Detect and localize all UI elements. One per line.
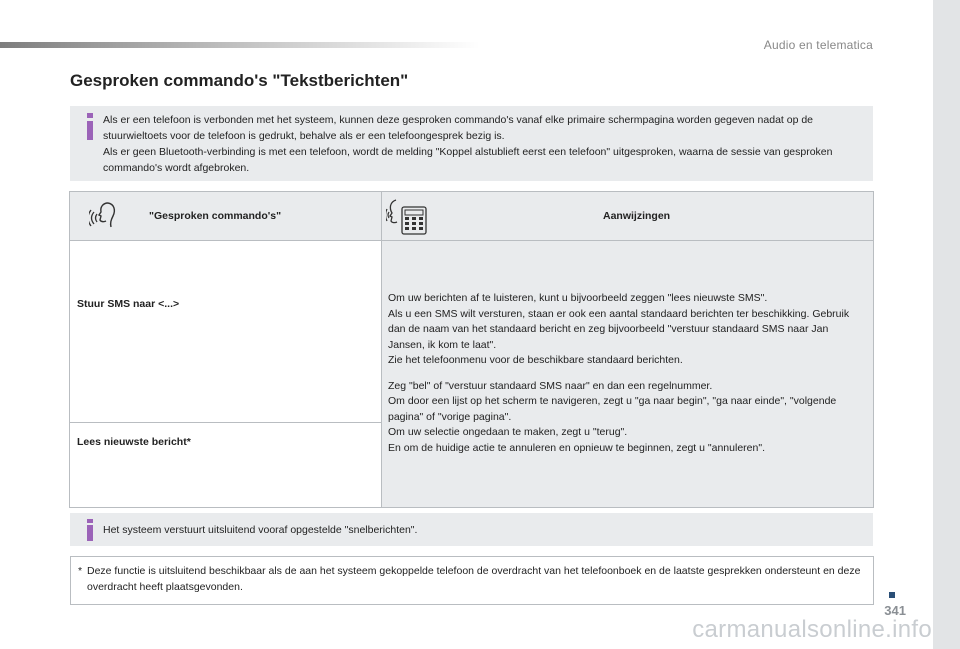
page-title: Gesproken commando's "Tekstberichten" — [70, 71, 409, 90]
info-bottom-text: Het systeem verstuurt uitsluitend vooraf opgestelde "snelberichten". — [103, 524, 418, 536]
hint-line: Om uw selectie ongedaan te maken, zegt u "terug". — [388, 426, 628, 438]
footnote-text: Deze functie is uitsluitend beschikbaar als de aan het systeem gekoppelde telefoon de overdracht van het telefoonboek en de laatste gesprekken ondersteunt en deze overdracht heeft plaatsgevonden. — [87, 565, 861, 593]
section-title: Audio en telematica — [763, 38, 873, 52]
header-hints-label: Aanwijzingen — [603, 210, 671, 222]
footnote — [70, 556, 874, 605]
hint-line: Zie het telefoonmenu voor de beschikbare standaard berichten. — [388, 354, 683, 366]
header-commands-label: "Gesproken commando's" — [149, 210, 282, 222]
page-number: 341 — [884, 603, 906, 618]
info-paragraph-1: Als er een telefoon is verbonden met het systeem, kunnen deze gesproken commando's vanaf elke primaire schermpagina worden gegeven nadat op de stuurwieltoets voor de telefoon is gedrukt, behalve als er een telefoongesprek bezig is. — [103, 114, 814, 142]
info-paragraph-2: Als er geen Bluetooth-verbinding is met een telefoon, wordt de melding "Koppel alstublieft eerst een telefoon" uitgesproken, waarna de sessie van gesproken commando's wordt afgebroken. — [103, 146, 833, 174]
page-marker — [889, 592, 895, 598]
info-box-top — [70, 106, 873, 181]
header-decorative-bar — [0, 42, 480, 48]
voice-keypad-icon — [386, 196, 428, 236]
voice-command-icon — [89, 200, 119, 230]
hint-line: Als u een SMS wilt versturen, staan er ook een aantal standaard berichten ter beschikking. Gebruik dan de naam van het standaard bericht en zeg bijvoorbeeld "verstuur standaard SMS naar Jan Jansen, ik kom te laat". — [388, 307, 850, 351]
info-icon — [83, 519, 97, 541]
command-send-sms: Stuur SMS naar <...> — [77, 298, 180, 310]
watermark: carmanualsonline.info — [692, 616, 932, 643]
table-header-commands — [70, 192, 382, 240]
hint-line: Om uw berichten af te luisteren, kunt u bijvoorbeeld zeggen "lees nieuwste SMS". — [388, 292, 768, 304]
info-icon — [83, 113, 97, 140]
table-header-hints — [382, 192, 873, 240]
hints-column — [382, 241, 873, 507]
command-read-latest: Lees nieuwste bericht* — [77, 436, 191, 448]
commands-column — [70, 241, 382, 507]
voice-command-table — [69, 191, 874, 508]
footnote-mark: * — [78, 565, 83, 577]
info-box-bottom — [70, 513, 873, 546]
hint-line: Zeg "bel" of "verstuur standaard SMS naar" en dan een regelnummer. — [388, 379, 713, 392]
side-tab-band — [933, 0, 960, 649]
row-divider — [70, 422, 381, 423]
hint-line: Om door een lijst op het scherm te navigeren, zegt u "ga naar begin", "ga naar einde", "volgende pagina" of "vorige pagina". — [388, 395, 837, 423]
hint-line: En om de huidige actie te annuleren en opnieuw te beginnen, zegt u "annuleren". — [388, 441, 765, 454]
